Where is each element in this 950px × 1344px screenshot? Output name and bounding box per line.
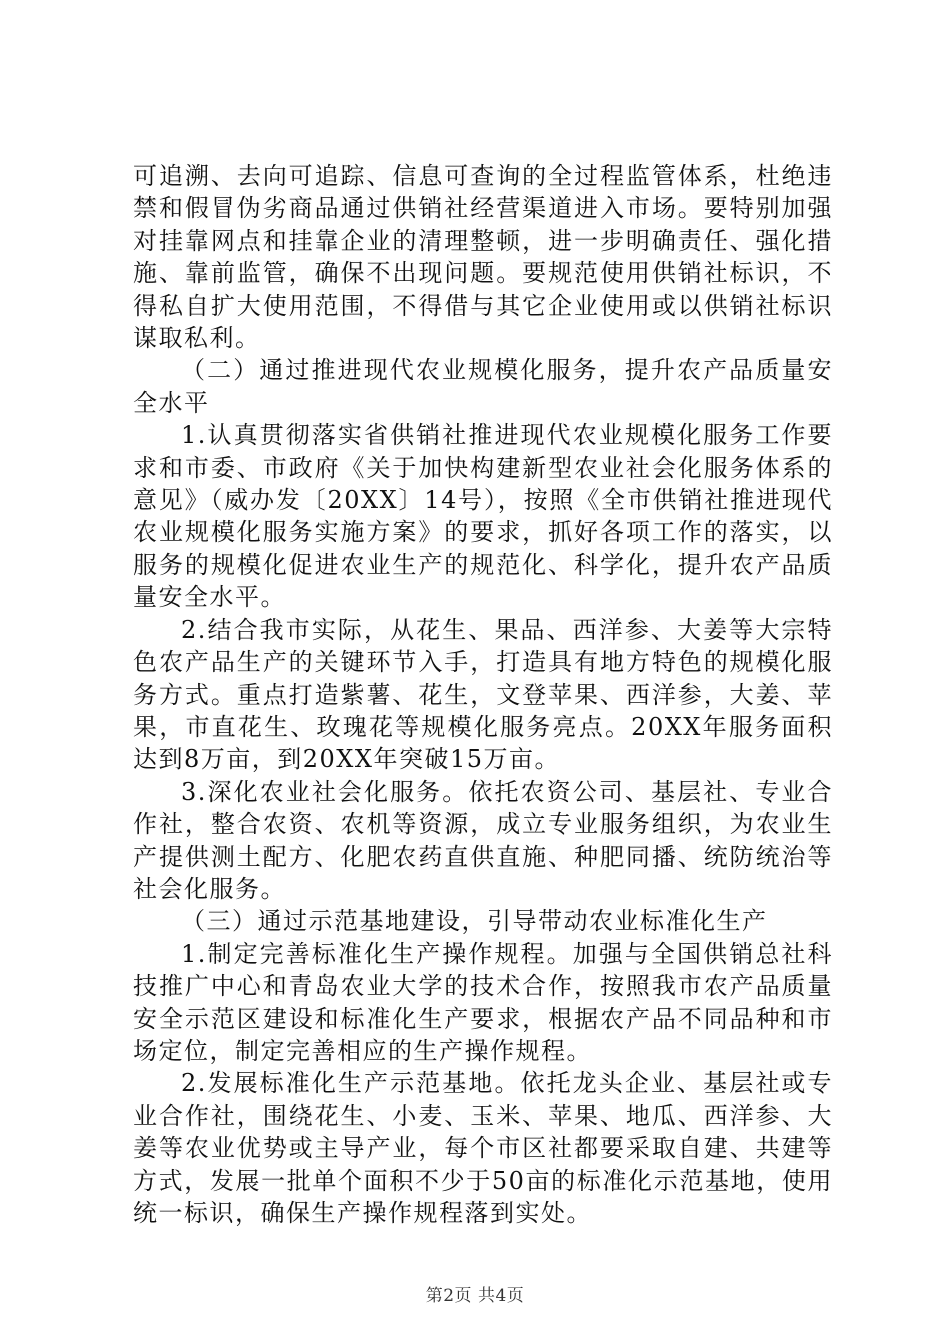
section-heading-2: （二）通过推进现代农业规模化服务，提升农产品质量安全水平 xyxy=(133,356,833,417)
paragraph-2-2: 2.结合我市实际，从花生、果品、西洋参、大姜等大宗特色农产品生产的关键环节入手，打造具有地方特色的规模化服务方式。重点打造紫薯、花生，文登苹果、西洋参，大姜、苹果，市直花生、玫瑰花等规模化服务亮点。20XX年服务面积达到8万亩，到20XX年突破15万亩。 xyxy=(133,615,833,774)
section-heading-3: （三）通过示范基地建设，引导带动农业标准化生产 xyxy=(181,907,768,936)
paragraph-2-1: 1.认真贯彻落实省供销社推进现代农业规模化服务工作要求和市委、市政府《关于加快构建新型农业社会化服务体系的意见》（威办发〔20XX〕14号），按照《全市供销社推进现代农业规模化服务实施方案》的要求，抓好各项工作的落实，以服务的规模化促进农业生产的规范化、科学化，提升农产品质量安全水平。 xyxy=(133,421,833,612)
document-body xyxy=(133,160,833,1229)
paragraph-3-1: 1.制定完善标准化生产操作规程。加强与全国供销总社科技推广中心和青岛农业大学的技术合作，按照我市农产品质量安全示范区建设和标准化生产要求，根据农产品不同品种和市场定位，制定完善相应的生产操作规程。 xyxy=(133,939,833,1065)
paragraph-continuation: 可追溯、去向可追踪、信息可查询的全过程监管体系，杜绝违禁和假冒伪劣商品通过供销社经营渠道进入市场。要特别加强对挂靠网点和挂靠企业的清理整顿，进一步明确责任、强化措施、靠前监管，确保不出现问题。要规范使用供销社标识，不得私自扩大使用范围，不得借与其它企业使用或以供销社标识谋取私利。 xyxy=(133,162,833,353)
page-footer: 第2页 共4页 xyxy=(425,1286,525,1306)
paragraph-2-3: 3.深化农业社会化服务。依托农资公司、基层社、专业合作社，整合农资、农机等资源，成立专业服务组织，为农业生产提供测土配方、化肥农药直供直施、种肥同播、统防统治等社会化服务。 xyxy=(133,777,833,903)
paragraph-3-2: 2.发展标准化生产示范基地。依托龙头企业、基层社或专业合作社，围绕花生、小麦、玉米、苹果、地瓜、西洋参、大姜等农业优势或主导产业，每个市区社都要采取自建、共建等方式，发展一批单个面积不少于50亩的标准化示范基地，使用统一标识，确保生产操作规程落到实处。 xyxy=(133,1069,833,1227)
